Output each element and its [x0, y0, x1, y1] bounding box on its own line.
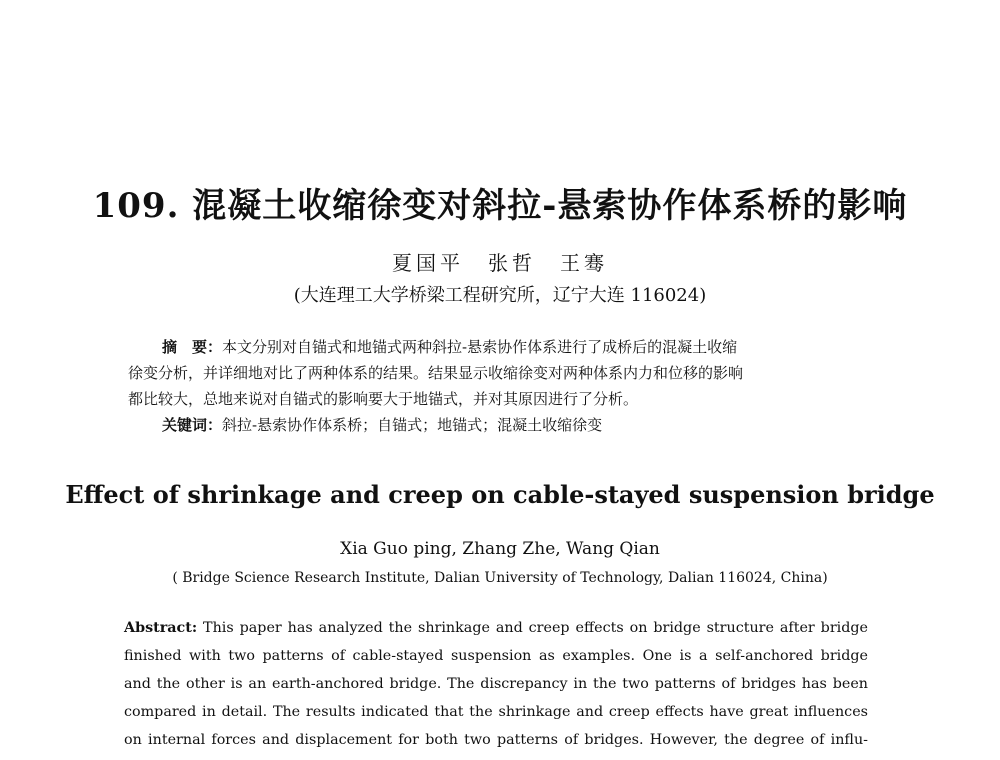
abstract-en-line-2: finished with two patterns of cable-stayed suspension as examples. One is a self-anchored bridge — [124, 648, 868, 664]
paper-title-cn: 109. 混凝土收缩徐变对斜拉-悬索协作体系桥的影响 — [92, 186, 908, 226]
abstract-en-line-4: compared in detail. The results indicated that the shrinkage and creep effects have great influences — [124, 704, 868, 720]
abstract-cn-line-3: 都比较大，总地来说对自锚式的影响要大于地锚式，并对其原因进行了分析。 — [128, 390, 639, 408]
abstract-en-line-3: and the other is an earth-anchored bridge. The discrepancy in the two patterns of bridges has been — [124, 676, 868, 692]
authors-cn: 夏国平 张哲 王骞 — [392, 251, 608, 275]
abstract-cn-label: 摘 要： — [162, 338, 223, 356]
abstract-en-text-1: This paper has analyzed the shrinkage and creep effects on bridge structure after bridge — [197, 620, 868, 636]
abstract-en — [124, 614, 868, 754]
abstract-cn — [128, 334, 868, 438]
affiliation-cn: (大连理工大学桥梁工程研究所，辽宁大连 116024) — [293, 285, 707, 306]
abstract-cn-text-1: 本文分别对自锚式和地锚式两种斜拉-悬索协作体系进行了成桥后的混凝土收缩 — [222, 338, 738, 356]
abstract-en-line-5: on internal forces and displacement for both two patterns of bridges. However, the degree of influ- — [124, 732, 868, 748]
abstract-en-line-1 — [124, 614, 868, 642]
paper-title-en: Effect of shrinkage and creep on cable-stayed suspension bridge — [65, 480, 935, 509]
abstract-cn-line-2: 徐变分析，并详细地对比了两种体系的结果。结果显示收缩徐变对两种体系内力和位移的影响 — [128, 364, 744, 382]
keywords-cn-label: 关键词： — [162, 416, 223, 434]
keywords-cn — [128, 412, 868, 438]
abstract-en-label: Abstract: — [124, 620, 198, 636]
authors-en: Xia Guo ping, Zhang Zhe, Wang Qian — [340, 539, 660, 559]
abstract-cn-line-1 — [128, 334, 868, 360]
affiliation-en: ( Bridge Science Research Institute, Dalian University of Technology, Dalian 116024, China) — [172, 570, 828, 586]
keywords-cn-text: 斜拉-悬索协作体系桥；自锚式；地锚式；混凝土收缩徐变 — [222, 416, 603, 434]
